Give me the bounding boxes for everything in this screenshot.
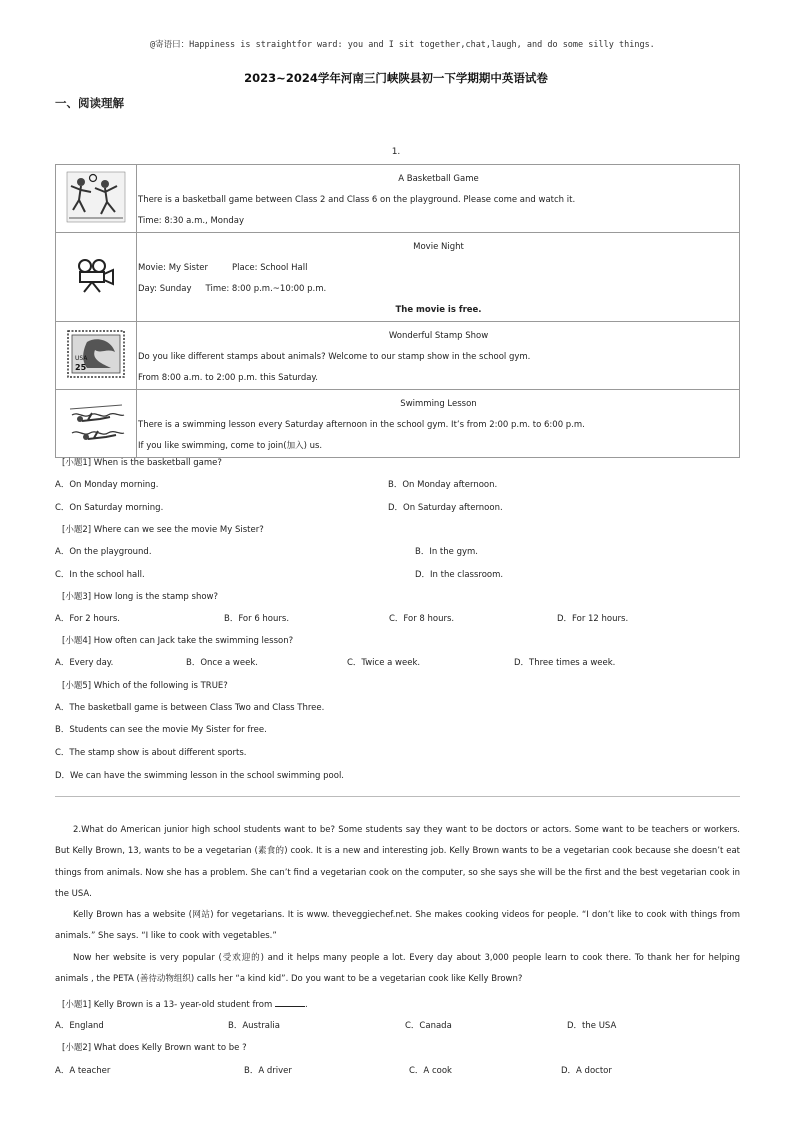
option-c[interactable]: C．On Saturday morning. xyxy=(55,503,164,513)
option-a[interactable]: A．Every day. xyxy=(55,658,114,668)
option-b[interactable]: B．A driver xyxy=(244,1066,292,1076)
option-b[interactable]: B．On Monday afternoon. xyxy=(388,480,498,490)
option-d[interactable]: D．A doctor xyxy=(561,1066,612,1076)
question-stem: [小题4] How often can Jack take the swimming lesson? xyxy=(62,636,294,646)
option-c[interactable]: C．A cook xyxy=(409,1066,452,1076)
option-a[interactable]: A．On the playground. xyxy=(55,547,152,557)
swimmers-icon xyxy=(56,390,137,458)
movie-time: Time: 8:00 p.m.~10:00 p.m. xyxy=(205,284,327,294)
option-a[interactable]: A．On Monday morning. xyxy=(55,480,159,490)
question-number: 1. xyxy=(391,147,401,157)
movie-name: Movie: My Sister xyxy=(138,263,209,273)
option-d[interactable]: D．the USA xyxy=(567,1021,617,1031)
ad-movie xyxy=(56,233,740,322)
ad-text xyxy=(138,279,739,300)
question-stem: [小题2] What does Kelly Brown want to be ? xyxy=(62,1043,247,1053)
movie-place: Place: School Hall xyxy=(232,263,308,273)
question-stem: [小题2] Where can we see the movie My Sister? xyxy=(62,525,264,535)
option-d[interactable]: D．For 12 hours. xyxy=(557,614,629,624)
ad-title: A Basketball Game xyxy=(398,174,479,184)
question-stem: [小题1] When is the basketball game? xyxy=(62,458,222,468)
ad-text: There is a swimming lesson every Saturday afternoon in the school gym. It’s from 2:00 p.m. to 6:00 p.m. xyxy=(138,420,585,430)
paragraph: Kelly Brown has a website (网站) for vegetarians. It is www. theveggiechef.net. She makes cooking videos for people. “I don’t like to cook with things from animals.” She says. “I like to cook with vegetables.” xyxy=(55,910,740,942)
section-heading: 一、阅读理解 xyxy=(55,96,124,110)
option-a[interactable]: A．A teacher xyxy=(55,1066,111,1076)
passage2-text xyxy=(55,820,740,990)
ad-title: Movie Night xyxy=(413,242,464,252)
stamp-value: 25 xyxy=(75,363,87,372)
option-b[interactable]: B．Australia xyxy=(228,1021,280,1031)
option-a[interactable]: A．For 2 hours. xyxy=(55,614,121,624)
option-c[interactable]: C．The stamp show is about different sports. xyxy=(55,748,247,758)
option-a[interactable]: A．The basketball game is between Class Two and Class Three. xyxy=(55,703,325,713)
option-c[interactable]: C．For 8 hours. xyxy=(389,614,455,624)
option-b[interactable]: B．Once a week. xyxy=(186,658,258,668)
question-stem: [小题1] Kelly Brown is a 13- year-old student from . xyxy=(62,997,308,1011)
divider xyxy=(55,796,740,797)
ad-text: Time: 8:30 a.m., Monday xyxy=(138,216,245,226)
ad-text: There is a basketball game between Class 2 and Class 6 on the playground. Please come and watch it. xyxy=(138,195,576,205)
option-d[interactable]: D．In the classroom. xyxy=(415,570,504,580)
page-title: 2023~2024学年河南三门峡陕县初一下学期期中英语试卷 xyxy=(244,71,548,85)
ad-stamp xyxy=(56,322,740,390)
basketball-players-icon xyxy=(56,165,137,233)
movie-day: Day: Sunday xyxy=(138,284,192,294)
option-a[interactable]: A．England xyxy=(55,1021,104,1031)
ads-table xyxy=(55,164,740,458)
option-c[interactable]: C．Twice a week. xyxy=(347,658,421,668)
ad-basketball xyxy=(56,165,740,233)
ad-text: Do you like different stamps about animals? Welcome to our stamp show in the school gym. xyxy=(138,352,531,362)
ad-text: From 8:00 a.m. to 2:00 p.m. this Saturday. xyxy=(138,373,318,383)
option-d[interactable]: D．On Saturday afternoon. xyxy=(388,503,503,513)
stamp-icon xyxy=(56,322,137,390)
ad-title: Swimming Lesson xyxy=(400,399,477,409)
option-c[interactable]: C．Canada xyxy=(405,1021,452,1031)
option-d[interactable]: D．We can have the swimming lesson in the school swimming pool. xyxy=(55,771,345,781)
question-stem: [小题3] How long is the stamp show? xyxy=(62,592,219,602)
option-b[interactable]: B．In the gym. xyxy=(415,547,478,557)
ad-title: Wonderful Stamp Show xyxy=(388,331,489,341)
paragraph: 2.What do American junior high school students want to be? Some students say they want to be doctors or actors. Some want to be teachers or workers. But Kelly Brown, 13, wants to be a vegetarian (素食的) cook. It is a new and interesting job. Kelly Brown wants to be a vegetarian cook because she doesn’t eat things from animals. Now she has a problem. She can’t find a vegetarian cook on the computer, so she says she will be the first and the best vegetarian cook in the USA. xyxy=(55,825,740,899)
option-b[interactable]: B．For 6 hours. xyxy=(224,614,290,624)
ad-swimming xyxy=(56,390,740,458)
option-d[interactable]: D．Three times a week. xyxy=(514,658,616,668)
option-b[interactable]: B．Students can see the movie My Sister for free. xyxy=(55,725,267,735)
motto: @寄语曰：Happiness is straightfor ward: you and I sit together,chat,laugh, and do some silly things. xyxy=(150,40,655,50)
ad-text xyxy=(138,258,739,279)
stamp-country: USA xyxy=(75,355,88,362)
movie-note: The movie is free. xyxy=(395,305,482,315)
answer-blank[interactable] xyxy=(275,997,305,1007)
ad-text: If you like swimming, come to join(加入) us. xyxy=(138,441,323,451)
paragraph: Now her website is very popular (受欢迎的) and it helps many people a lot. Every day about 3,000 people learn to cook there. To thank her for helping animals , the PETA (善待动物组织) calls her “a kind kid”. Do you want to be a vegetarian cook like Kelly Brown? xyxy=(55,952,740,985)
option-c[interactable]: C．In the school hall. xyxy=(55,570,145,580)
movie-camera-icon xyxy=(56,233,137,322)
question-stem: [小题5] Which of the following is TRUE? xyxy=(62,681,228,691)
